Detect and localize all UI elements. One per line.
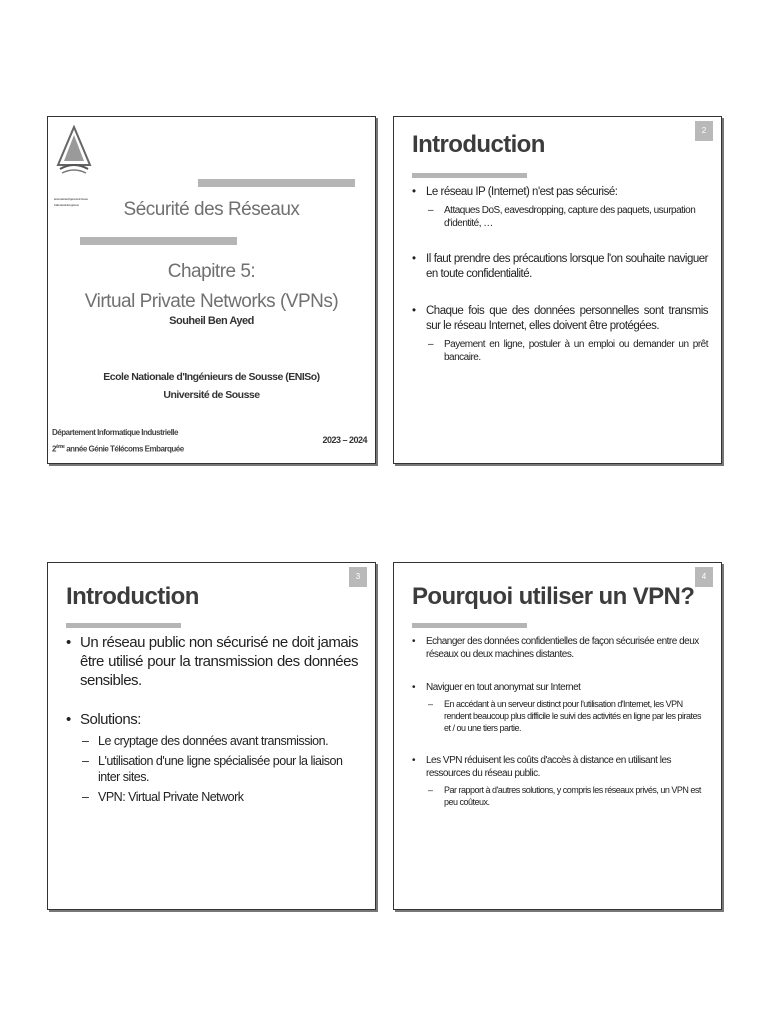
logo-caption-1: Ecole nationale d'Ingénieurs de Sousse [54,197,88,201]
year-level-text: année Génie Télécoms Embarquée [64,444,184,454]
bullet-item [412,681,704,734]
bullet-text: Chaque fois que des données personnelles sont transmis sur le réseau Internet, elles doivent être protégées. [426,305,708,332]
slide-2 [393,116,722,464]
bullet-list [66,633,358,805]
bullet-item [412,185,708,230]
bullet-item [412,304,708,364]
sub-item: – Payement en ligne, postuler à un emploi ou demander un prêt bancaire. [426,338,708,364]
bullet-text: Naviguer en tout anonymat sur Internet [426,682,581,693]
sub-list [426,784,704,808]
sub-item: – Le cryptage des données avant transmission. [80,733,358,749]
bullet-item: • Echanger des données confidentielles de façon sécurisée entre deux réseaux ou deux machines distantes. [412,635,704,661]
slide-1 [47,116,376,464]
bullet-text: Le réseau IP (Internet) n'est pas sécurisé: [426,186,618,198]
bullet-item: • Un réseau public non sécurisé ne doit jamais être utilisé pour la transmission des données sensibles. [66,633,358,690]
slide-title: Pourquoi utiliser un VPN? [412,583,695,610]
department: Département Informatique Industrielle [52,428,178,437]
sub-item: – Par rapport à d'autres solutions, y compris les réseaux privés, un VPN est peu coûteux. [426,784,704,808]
university-name: Université de Sousse [163,389,260,401]
top-decor-bar [198,179,355,187]
sub-list [426,698,704,734]
sub-list [426,204,708,230]
bullet-item [66,710,358,805]
academic-year: 2023 – 2024 [322,435,367,445]
sub-item: – Attaques DoS, eavesdropping, capture des paquets, usurpation d'identité, … [426,204,708,230]
bullet-text: Solutions: [80,711,141,728]
sub-list [80,733,358,805]
chapter-number: Chapitre 5: [167,261,256,282]
year-level-num: 2 [52,444,56,454]
bullet-list [412,185,708,364]
slide-number: 3 [349,567,367,587]
bottom-decor-bar [80,237,237,245]
bullet-list [412,635,704,808]
title-underline [66,623,181,628]
slide-number: 2 [695,121,713,141]
bullet-item [412,754,704,808]
logo-caption-2: Institut national des ingénieurs [54,203,79,207]
slide-title: Introduction [66,583,199,610]
slide-4 [393,562,722,910]
year-level [52,444,184,454]
school-logo [56,125,92,175]
course-title: Sécurité des Réseaux [123,199,300,220]
title-underline [412,173,527,178]
year-level-sup: ème [55,444,65,450]
sub-item: – En accédant à un serveur distinct pour l'utilisation d'Internet, les VPN rendent beaucoup plus difficile le suivi des activités en ligne par les pirates et / ou une tiers partie. [426,698,704,734]
slide-number: 4 [695,567,713,587]
sub-item: – VPN: Virtual Private Network [80,789,358,805]
sub-list [426,338,708,364]
sub-item: – L'utilisation d'une ligne spécialisée pour la liaison inter sites. [80,753,358,785]
title-underline [412,623,527,628]
slide-title: Introduction [412,131,545,158]
bullet-text: Les VPN réduisent les coûts d'accès à distance en utilisant les ressources du réseau public. [426,755,672,779]
bullet-item: • Il faut prendre des précautions lorsque l'on souhaite naviguer en toute confidentialité. [412,252,708,282]
chapter-title: Virtual Private Networks (VPNs) [84,291,339,312]
school-name: Ecole Nationale d'Ingénieurs de Sousse (ENISo) [103,371,320,383]
author: Souheil Ben Ayed [169,315,254,327]
slide-3 [47,562,376,910]
